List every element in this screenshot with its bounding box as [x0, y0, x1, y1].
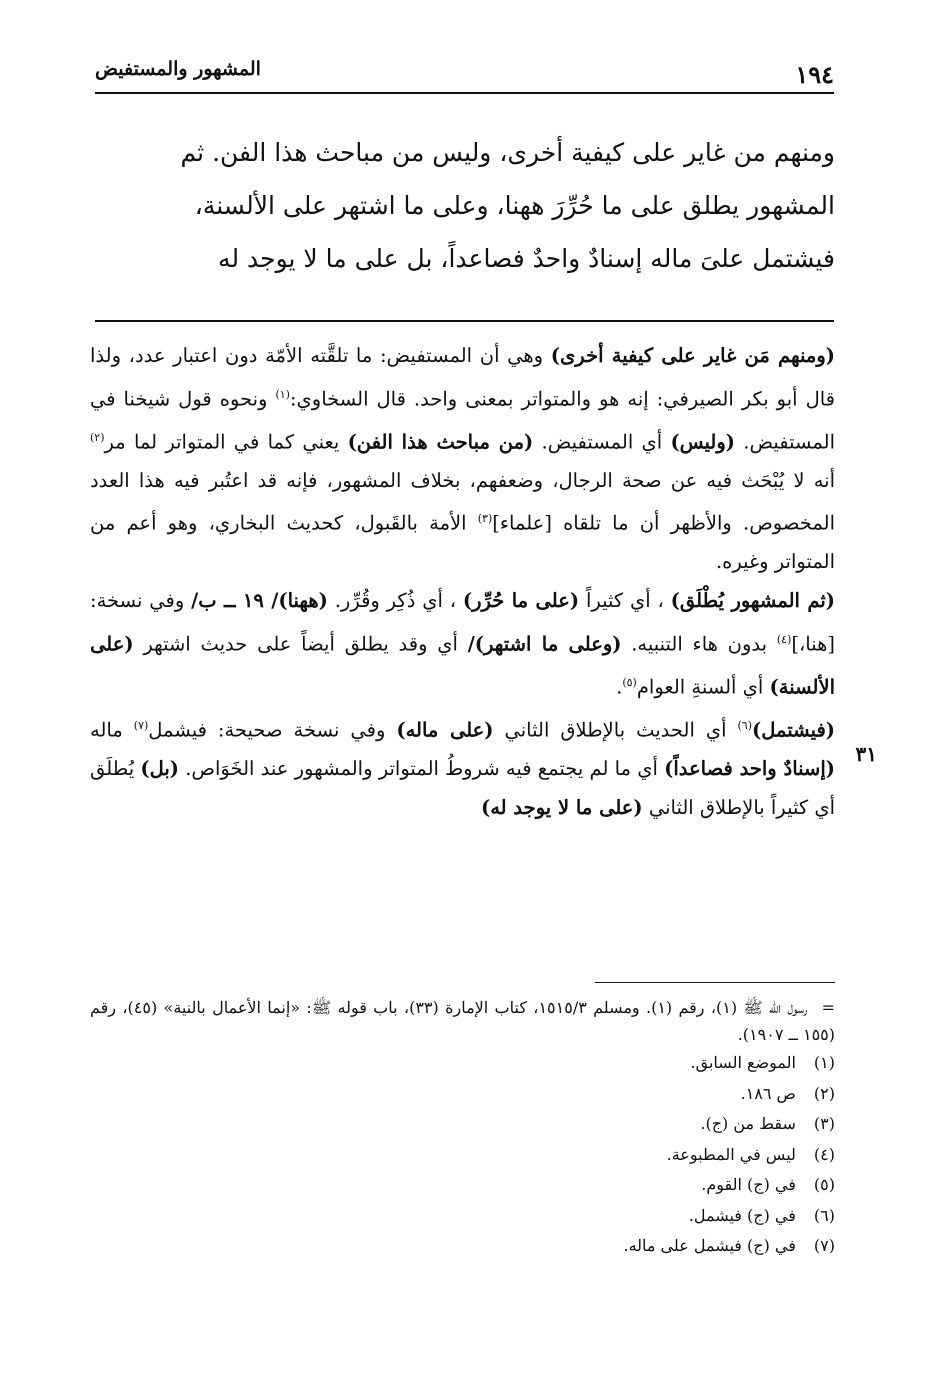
- quoted-matn-phrase: (فيشتمل): [752, 718, 835, 742]
- footnote-item: [90, 1170, 835, 1201]
- header-rule: [95, 92, 834, 94]
- quoted-matn-phrase: (ثم المشهور يُطْلَق): [670, 589, 836, 613]
- continuation-text: رسول الله ﷺ (١)، رقم (١). ومسلم ١٥١٥/٣، كتاب الإمارة (٣٣)، باب قوله ﷺ: «إنما الأعمال بالنية» (٤٥)، رقم (١٥٥ ــ ١٩٠٧).: [90, 998, 835, 1044]
- continuation-marker: =: [821, 998, 836, 1017]
- footnote-text: في (ج) القوم.: [701, 1175, 796, 1194]
- commentary-text: يعني كما في المتواتر لما مر: [104, 430, 348, 454]
- footnote-number: (٤): [813, 1144, 835, 1164]
- main-text-line: ومنهم من غاير على كيفية أخرى، وليس من مباحث هذا الفن. ثم: [180, 138, 835, 167]
- commentary-text: يُطلَق أي كثيراً بالإطلاق الثاني: [90, 756, 835, 819]
- footnote-reference: (٧): [133, 718, 149, 732]
- main-text: [80, 126, 835, 285]
- commentary: [90, 337, 835, 827]
- quoted-matn-phrase: (إسنادٌ واحد فصاعداً): [664, 756, 836, 780]
- footnote-number: (٣): [813, 1114, 835, 1133]
- commentary-text: أي وقد يطلق أيضاً على حديث اشتهر: [133, 632, 468, 656]
- footnotes: [90, 994, 835, 1262]
- commentary-text: .: [616, 675, 623, 699]
- commentary-paragraph: [90, 582, 835, 707]
- quoted-matn-phrase: (ههنا)/ ١٩ ــ ب/: [191, 589, 328, 613]
- footnote-number: (٦): [813, 1205, 835, 1225]
- footnote-rule: [595, 982, 835, 983]
- quoted-matn-phrase: (على ما حُرِّر): [462, 589, 580, 613]
- quoted-matn-phrase: (على ما لا يوجد له): [481, 795, 643, 819]
- quoted-matn-phrase: (ومنهم مَن غاير على كيفية أخرى): [550, 344, 835, 367]
- commentary-text: أنه لا يُبْحَث فيه عن صحة الرجال، وضعفهم، بخلاف المشهور، فإنه قد اعتُبر فيه هذا العدد المخصوص. والأظهر أن ما تلقاه [علماء]: [90, 468, 835, 535]
- quoted-matn-phrase: (بل): [140, 756, 180, 780]
- commentary-paragraph: [90, 707, 835, 827]
- footnote-text: في (ج) فيشمل على ماله.: [623, 1236, 796, 1255]
- quoted-matn-phrase: (على ماله): [396, 718, 494, 742]
- quoted-matn-phrase: (على الألسنة): [90, 632, 835, 699]
- commentary-text: أي المستفيض.: [533, 430, 671, 454]
- footnote-item: [90, 1109, 835, 1140]
- footnote-text: الموضع السابق.: [690, 1053, 796, 1072]
- running-header: [95, 58, 834, 92]
- commentary-text: بدون هاء التنبيه.: [621, 632, 777, 656]
- commentary-text: الأمة بالقَبول، كحديث البخاري، وهو أعم من المتواتر وغيره.: [90, 511, 835, 574]
- footnote-text: ص ١٨٦.: [740, 1083, 796, 1103]
- page-number: ١٩٤: [795, 60, 834, 89]
- commentary-text: أي ما لم يجتمع فيه شروطُ المتواتر والمشهور عند الخَوَاص.: [179, 756, 665, 780]
- footnote-list: [90, 1048, 835, 1262]
- footnote-item: [90, 1231, 835, 1262]
- quoted-matn-phrase: (وليس): [670, 430, 735, 454]
- footnote-continuation: [90, 994, 835, 1048]
- footnote-text: في (ج) فيشمل.: [688, 1205, 796, 1225]
- footnote-reference: (٢): [90, 430, 105, 444]
- quoted-matn-phrase: (من مباحث هذا الفن): [347, 430, 534, 454]
- commentary-paragraph: [90, 337, 835, 582]
- commentary-text: وفي نسخة صحيحة: فيشمل: [148, 718, 397, 742]
- footnote-reference: (٤): [776, 632, 792, 646]
- footnote-number: (٢): [813, 1083, 835, 1103]
- footnote-item: [90, 1140, 835, 1171]
- margin-folio-number: ٣١: [855, 742, 877, 766]
- footnote-reference: (٣): [477, 512, 493, 526]
- footnote-reference: (٦): [737, 718, 753, 732]
- commentary-text: أي الحديث بالإطلاق الثاني: [493, 718, 738, 742]
- footnote-item: [90, 1201, 835, 1232]
- commentary-text: ماله: [90, 718, 134, 742]
- commentary-text: وفي نسخة: [هنا،]: [90, 589, 835, 656]
- footnote-number: (٧): [813, 1236, 835, 1255]
- running-title: المشهور والمستفيض: [95, 58, 261, 80]
- commentary-text: ، أي كثيراً: [579, 589, 671, 613]
- quoted-matn-phrase: (وعلى ما اشتهر)/: [467, 632, 622, 656]
- footnote-text: ليس في المطبوعة.: [666, 1144, 796, 1164]
- main-text-line: المشهور يطلق على ما حُرِّرَ ههنا، وعلى ما اشتهر على الألسنة،: [194, 191, 835, 220]
- footnote-item: [90, 1079, 835, 1110]
- footnote-item: [90, 1048, 835, 1079]
- commentary-text: أي ألسنةِ العوام: [636, 675, 770, 699]
- footnote-reference: (١): [275, 387, 290, 401]
- commentary-text: ، أي ذُكِر وقُرِّر.: [327, 589, 463, 613]
- commentary-text: وهي أن المستفيض: ما تلقَّته الأمّة دون اعتبار عدد، ولذا قال أبو بكر الصيرفي: إنه هو والمتواتر بمعنى واحد. قال السخاوي:: [90, 344, 835, 411]
- footnote-number: (١): [813, 1053, 835, 1072]
- footnote-text: سقط من (ج).: [700, 1114, 796, 1133]
- section-divider: [95, 320, 834, 322]
- commentary-text: ونحوه قول شيخنا في المستفيض.: [90, 387, 835, 454]
- footnote-number: (٥): [813, 1175, 835, 1194]
- main-text-line: فيشتمل علىَ ماله إسنادٌ واحدٌ فصاعداً، بل على ما لا يوجد له: [218, 244, 835, 273]
- footnote-reference: (٥): [622, 675, 637, 689]
